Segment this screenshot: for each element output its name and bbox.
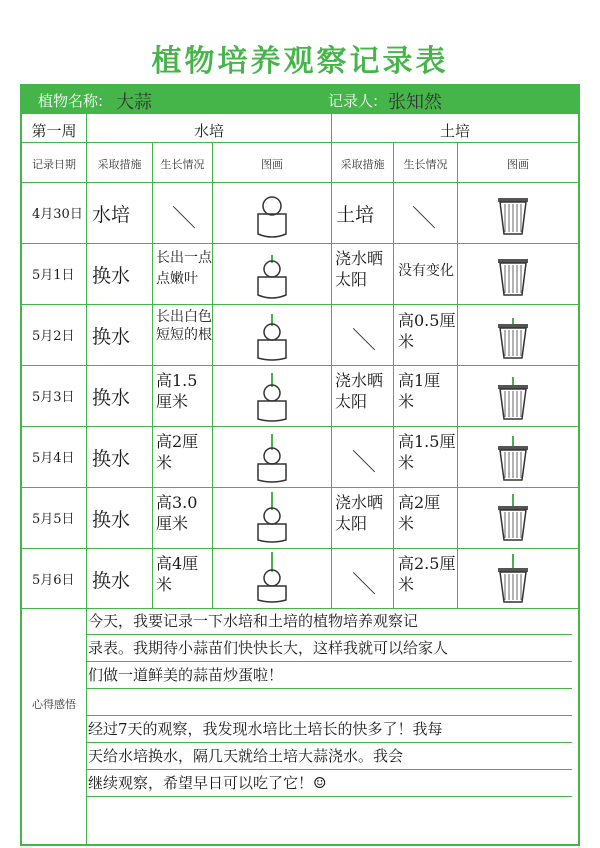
- row-water-method: 水培: [92, 204, 131, 226]
- row-water-growth: 长出白色短短的根: [156, 309, 212, 343]
- reflection-paragraph-2: [88, 716, 568, 797]
- water-section-label: 水培: [193, 122, 224, 140]
- garlic-water-drawing: [252, 434, 292, 484]
- row-soil-growth: 没有变化: [398, 263, 454, 279]
- row-soil-method: 浇水晒太阳: [335, 249, 384, 289]
- pot-soil-drawing: [496, 554, 530, 604]
- row-water-method: 换水: [92, 570, 131, 592]
- col-soil-drawing: 图画: [507, 158, 529, 171]
- reflection-line: 经过7天的观察，我发现水培比土培长的快多了！我每: [88, 720, 443, 738]
- pot-soil-drawing: [496, 314, 530, 360]
- col-water-drawing: 图画: [261, 158, 283, 171]
- garlic-water-drawing: [252, 552, 292, 606]
- pot-soil-drawing: [496, 494, 530, 542]
- pot-soil-drawing: [496, 375, 530, 421]
- recorder-value: 张知然: [388, 92, 442, 113]
- garlic-water-drawing: [252, 190, 292, 240]
- reflection-line: 录表。我期待小蒜苗们快快长大，这样我就可以给家人: [88, 639, 449, 657]
- pot-soil-drawing: [496, 436, 530, 482]
- row-water-growth: 高3.0厘米: [156, 493, 198, 533]
- garlic-water-drawing: [252, 312, 292, 362]
- row-soil-method: 浇水晒太阳: [335, 371, 384, 411]
- row-date: 5月2日: [32, 329, 75, 344]
- row-date: 5月3日: [32, 390, 75, 405]
- row-soil-method: 浇水晒太阳: [335, 493, 384, 533]
- reflection-line: 们做一道鲜美的蒜苗炒蛋啦！: [88, 666, 284, 684]
- garlic-water-drawing: [252, 373, 292, 423]
- reflection-label: 心得感悟: [32, 698, 76, 711]
- pot-soil-drawing: [496, 196, 530, 236]
- header-bar: [22, 86, 578, 114]
- plant-name-label: 植物名称:: [38, 92, 104, 110]
- row-soil-method: 土培: [336, 204, 375, 226]
- row-water-growth: 高4厘米: [156, 554, 199, 594]
- row-water-method: 换水: [92, 326, 131, 348]
- row-water-growth: 长出一点点嫩叶: [156, 250, 212, 287]
- observation-sheet: [20, 84, 580, 846]
- col-soil-method: 采取措施: [340, 158, 385, 171]
- row-water-growth: 高2厘米: [156, 432, 199, 472]
- garlic-water-drawing: [252, 492, 292, 546]
- row-soil-growth: 高2厘米: [398, 493, 441, 533]
- row-soil-growth: 高0.5厘米: [398, 311, 456, 351]
- recorder-label: 记录人:: [328, 92, 379, 110]
- row-water-method: 换水: [92, 387, 131, 409]
- soil-section-label: 土培: [439, 122, 470, 140]
- row-soil-method: ＼: [352, 448, 376, 476]
- row-soil-method: ＼: [352, 570, 376, 598]
- reflection-line: 今天，我要记录一下水培和土培的植物培养观察记: [88, 612, 419, 630]
- row-water-method: 换水: [92, 448, 131, 470]
- col-date: 记录日期: [32, 158, 76, 171]
- row-date: 5月6日: [32, 573, 75, 588]
- pot-soil-drawing: [496, 257, 530, 297]
- row-water-method: 换水: [92, 509, 131, 531]
- col-water-method: 采取措施: [97, 158, 142, 171]
- row-soil-growth: 高2.5厘米: [398, 554, 456, 594]
- reflection-paragraph-1: [88, 608, 568, 689]
- row-water-method: 换水: [92, 265, 131, 287]
- col-water-growth: 生长情况: [160, 158, 205, 171]
- col-soil-growth: 生长情况: [403, 158, 448, 171]
- week-label: 第一周: [31, 122, 77, 140]
- reflection-line: 继续观察，希望早日可以吃了它！☺: [88, 774, 327, 792]
- reflection-line: 天给水培换水，隔几天就给土培大蒜浇水。我会: [88, 747, 404, 765]
- row-soil-growth: ＼: [412, 204, 436, 232]
- row-date: 5月1日: [32, 268, 75, 283]
- row-water-growth: 高1.5厘米: [156, 371, 198, 411]
- plant-name-value: 大蒜: [116, 92, 152, 113]
- row-date: 5月4日: [32, 451, 75, 466]
- row-soil-growth: 高1.5厘米: [398, 432, 456, 472]
- row-water-growth: ＼: [172, 204, 196, 232]
- garlic-water-drawing: [252, 251, 292, 301]
- row-soil-growth: 高1厘米: [398, 371, 441, 411]
- page-title: 植物培养观察记录表: [151, 44, 449, 79]
- row-date: 4月30日: [32, 207, 83, 222]
- row-date: 5月5日: [32, 512, 75, 527]
- row-soil-method: ＼: [352, 326, 376, 354]
